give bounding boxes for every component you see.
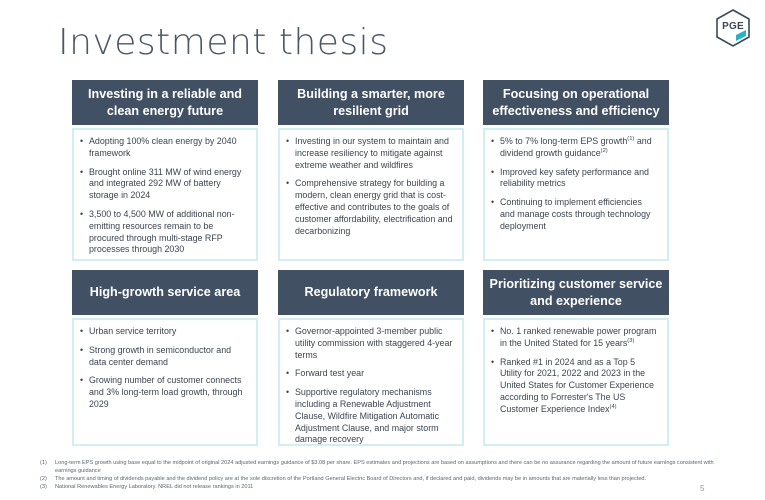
bullet-item: • Strong growth in semiconductor and data center demand [80,345,248,369]
bullet-item: • Comprehensive strategy for building a modern, clean energy grid that is cost-effective and contributes to the goals of customer affordability, electrification and decarbonizing [286,178,454,237]
footnote-ref: (2) [600,147,608,154]
bullet-list [491,136,659,233]
card-body [483,128,669,261]
card-heading: High-growth service area [72,270,258,315]
bullet-item: • Brought online 311 MW of wind energy and integrated 292 MW of battery storage in 2024 [80,167,248,202]
footnote-number: (1) [40,460,47,466]
bullet-item: • Governor-appointed 3-member public utility commission with staggered 4-year terms [286,326,454,361]
card-body [72,128,258,261]
card-heading: Investing in a reliable and clean energy future [72,80,258,125]
footnote-text: The amount and timing of dividends payable and the dividend policy are at the sole discretion of the Portland General Electric Board of Directors and, if declared and paid, dividends may be in amounts that are materially less than projected. [55,476,647,482]
bullet-item: • 5% to 7% long-term EPS growth$^{(1)}$ and dividend growth guidance$^{(2)}$ [491,136,659,160]
bullet-item: • Adopting 100% clean energy by 2040 framework [80,136,248,160]
footnote-ref: (3) [627,337,635,344]
footnote [40,483,720,491]
footnote-ref: (1) [627,136,635,143]
card-body [278,318,464,446]
card-heading: Regulatory framework [278,270,464,315]
card-customer-service [483,270,669,446]
footnote-text: National Renewables Energy Laboratory. NREL did not release rankings in 2011 [55,484,254,490]
bullet-list [80,326,248,411]
card-heading: Building a smarter, more resilient grid [278,80,464,125]
footnote-text: Long-term EPS growth using base equal to the midpoint of original 2024 adjusted earnings guidance of $3.08 per share. EPS estimates and projections are based on assumptions and there can be no assurance regarding the amount of future earnings consistent with earnings guidance [55,460,714,474]
bullet-item: • Investing in our system to maintain and increase resiliency to mitigate against extreme weather and wildfires [286,136,454,171]
bullet-item: • Continuing to implement efficiencies and manage costs through technology deployment [491,197,659,232]
card-body [483,318,669,446]
footnote [40,459,720,475]
bullet-item: • Supportive regulatory mechanisms including a Renewable Adjustment Clause, Wildfire Mitigation Automatic Adjustment Clause, and major storm damage recovery [286,387,454,446]
footnote-number: (3) [40,484,47,490]
logo-text: PGE [722,21,744,32]
bullet-item: • Urban service territory [80,326,248,338]
bullet-item: • No. 1 ranked renewable power program in the United Stated for 15 years$^{(3)}$ [491,326,659,350]
page-number: 5 [700,484,705,493]
footnote-number: (2) [40,476,47,482]
card-body [72,318,258,446]
bullet-item: • Improved key safety performance and reliability metrics [491,167,659,191]
card-clean-energy [72,80,258,261]
card-operational-effectiveness [483,80,669,261]
bullet-list [286,326,454,446]
footnote [40,475,720,483]
bullet-item: • Ranked #1 in 2024 and as a Top 5 Utility for 2021, 2022 and 2023 in the United States for Customer Experience according to Forrester's The US Customer Experience Index$^{(4)}$ [491,357,659,416]
pge-logo [713,8,753,48]
card-heading: Prioritizing customer service and experience [483,270,669,315]
bullet-list [80,136,248,256]
footnotes [40,459,720,491]
footnote-ref: (4) [609,403,617,410]
bullet-item: • Growing number of customer connects and 3% long-term load growth, through 2029 [80,375,248,410]
bullet-list [286,136,454,237]
card-regulatory-framework [278,270,464,446]
bullet-list [491,326,659,416]
bullet-item: • 3,500 to 4,500 MW of additional non-emitting resources remain to be procured through multi-stage RFP processes through 2030 [80,209,248,256]
card-service-area [72,270,258,446]
page-title: Investment thesis [58,22,389,63]
card-resilient-grid [278,80,464,261]
card-body [278,128,464,261]
card-heading: Focusing on operational effectiveness and efficiency [483,80,669,125]
bullet-item: • Forward test year [286,368,454,380]
